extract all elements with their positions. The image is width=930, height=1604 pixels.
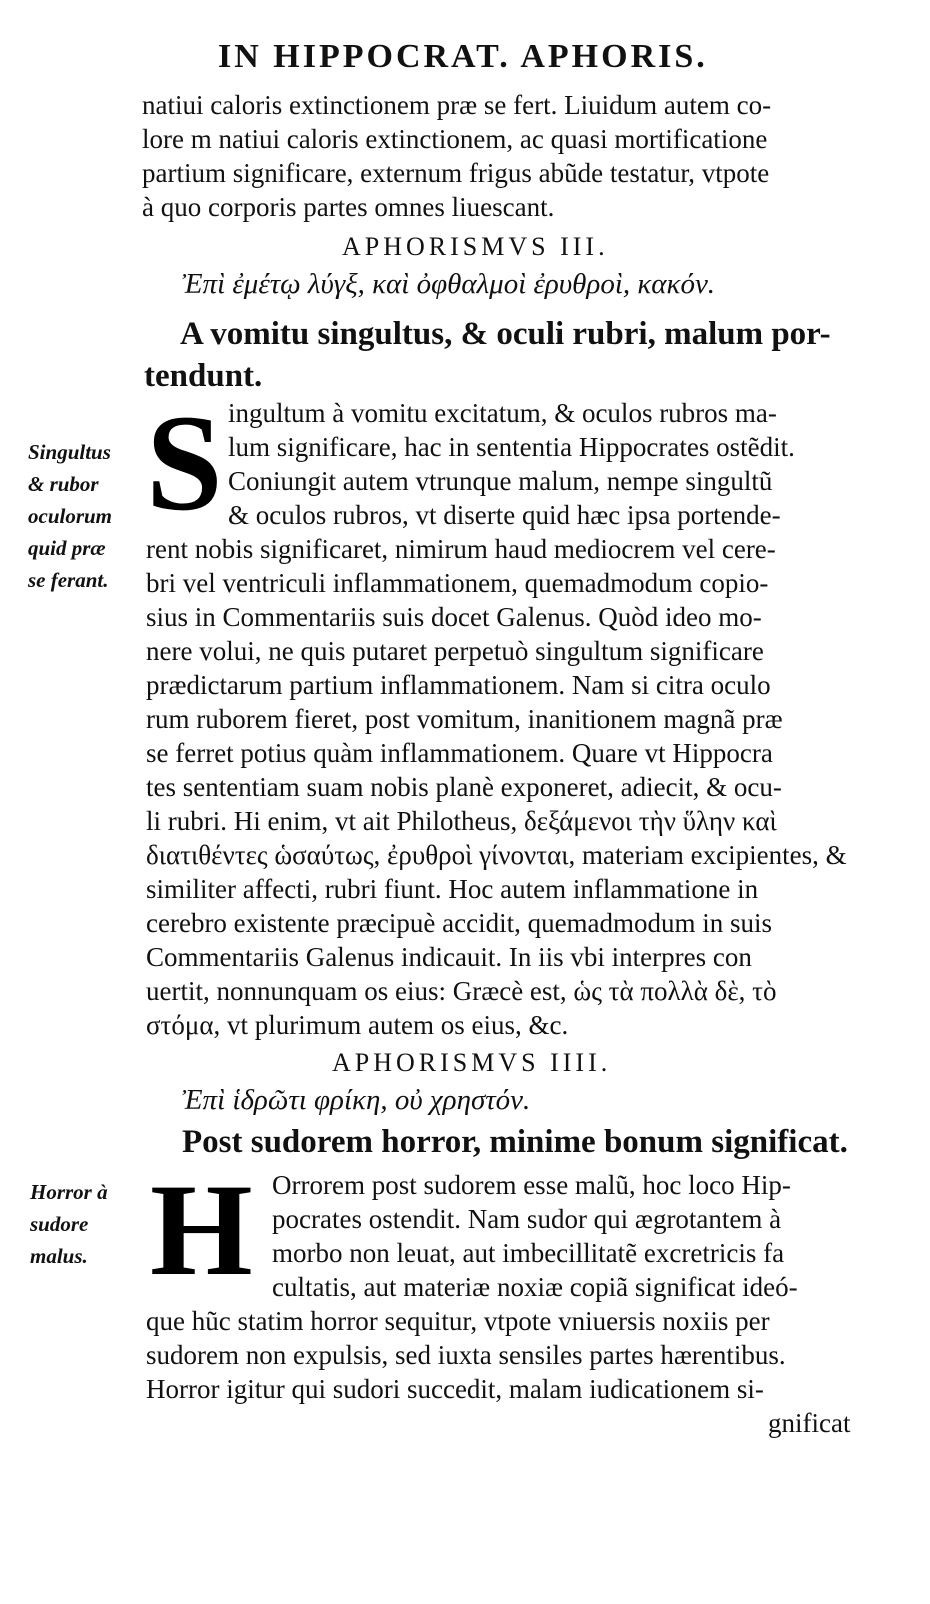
text-line: rent nobis significaret, nimirum haud mediocrem vel cere- xyxy=(146,534,776,564)
text-line: sius in Commentariis suis docet Galenus. Quòd ideo mo- xyxy=(146,602,762,632)
text-line: tes sententiam suam nobis planè exponeret, adiecit, & ocu- xyxy=(146,772,782,802)
text-line: lum significare, hac in sententia Hippocrates ostẽdit. xyxy=(228,432,795,462)
text-line: partium significare, externum frigus abũde testatur, vtpote xyxy=(142,158,770,188)
text-line: διατιθέντες ὡσαύτως, ἐρυθροὶ γίνονται, materiam excipientes, & xyxy=(146,840,847,870)
aphorism-heading: APHORISMVS III. xyxy=(342,232,609,261)
margin-note xyxy=(30,1176,108,1272)
catchword: gnificat xyxy=(768,1408,851,1438)
text-line: rum ruborem fieret, post vomitum, inanitionem magnã præ xyxy=(146,704,783,734)
text-line: morbo non leuat, aut imbecillitatẽ excretricis fa xyxy=(272,1238,785,1268)
margin-note-line: malus. xyxy=(30,1244,88,1268)
text-line: similiter affecti, rubri fiunt. Hoc autem inflammatione in xyxy=(146,874,759,904)
text-line: bri vel ventriculi inflammationem, quemadmodum copio- xyxy=(146,568,769,598)
text-line: & oculos rubros, vt diserte quid hæc ipsa portende- xyxy=(228,500,781,530)
text-line: Coniungit autem vtrunque malum, nempe singultũ xyxy=(228,466,773,496)
text-line: pocrates ostendit. Nam sudor qui ægrotantem à xyxy=(272,1204,782,1234)
latin-aphorism: A vomitu singultus, & oculi rubri, malum por- xyxy=(180,316,831,352)
margin-note-line: sudore xyxy=(30,1212,89,1236)
text-line: natiui caloris extinctionem præ se fert. Liuidum autem co- xyxy=(142,90,772,120)
margin-note-line: Horror à xyxy=(30,1180,108,1204)
latin-aphorism: Post sudorem horror, minime bonum significat. xyxy=(182,1124,848,1160)
text-line: se ferret potius quàm inflammationem. Quare vt Hippocra xyxy=(146,738,773,768)
text-line: cerebro existente præcipuè accidit, quemadmodum in suis xyxy=(146,908,773,938)
text-line: στόμα, vt plurimum autem os eius, &c. xyxy=(146,1010,569,1040)
text-line: Horror igitur qui sudori succedit, malam iudicationem si- xyxy=(146,1374,764,1404)
greek-aphorism: Ἐπὶ ἱδρῶτι φρίκη, οὐ χρηστόν. xyxy=(182,1084,531,1116)
text-line: ingultum à vomitu excitatum, & oculos rubros ma- xyxy=(228,398,777,428)
text-line: cultatis, aut materiæ noxiæ copiã significat ideó- xyxy=(272,1272,798,1302)
margin-note-line: Singultus xyxy=(28,440,111,464)
margin-note xyxy=(28,436,112,596)
drop-cap: H xyxy=(150,1156,253,1303)
text-line: li rubri. Hi enim, vt ait Philotheus, δεξάμενοι τὴν ὕλην καὶ xyxy=(146,806,777,836)
text-line: à quo corporis partes omnes liuescant. xyxy=(142,192,555,222)
text-line: que hũc statim horror sequitur, vtpote vniuersis noxiis per xyxy=(146,1306,770,1336)
greek-aphorism: Ἐπὶ ἐμέτῳ λύγξ, καὶ ὀφθαλμοὶ ἐρυθροὶ, κακόν. xyxy=(182,268,716,300)
margin-note-line: & rubor xyxy=(28,472,99,496)
text-line: uertit, nonnunquam os eius: Græcè est, ὡς τὰ πολλὰ δὲ, τὸ xyxy=(146,976,777,1006)
text-line: lore m natiui caloris extinctionem, ac quasi mortificatione xyxy=(142,124,768,154)
latin-aphorism: tendunt. xyxy=(144,358,263,394)
drop-cap: S xyxy=(146,386,223,539)
margin-note-line: oculorum xyxy=(28,504,113,528)
text-line: Orrorem post sudorem esse malũ, hoc loco Hip- xyxy=(272,1170,791,1200)
text-line: nere volui, ne quis putaret perpetuò singultum significare xyxy=(146,636,764,666)
text-line: sudorem non expulsis, sed iuxta sensiles partes hærentibus. xyxy=(146,1340,786,1370)
margin-note-line: se ferant. xyxy=(28,568,109,592)
margin-note-line: quid præ xyxy=(28,536,106,560)
text-line: prædictarum partium inflammationem. Nam si citra oculo xyxy=(146,670,771,700)
text-line: Commentariis Galenus indicauit. In iis vbi interpres con xyxy=(146,942,752,972)
running-head: IN HIPPOCRAT. APHORIS. xyxy=(218,38,708,75)
aphorism-heading: APHORISMVS IIII. xyxy=(332,1048,612,1077)
